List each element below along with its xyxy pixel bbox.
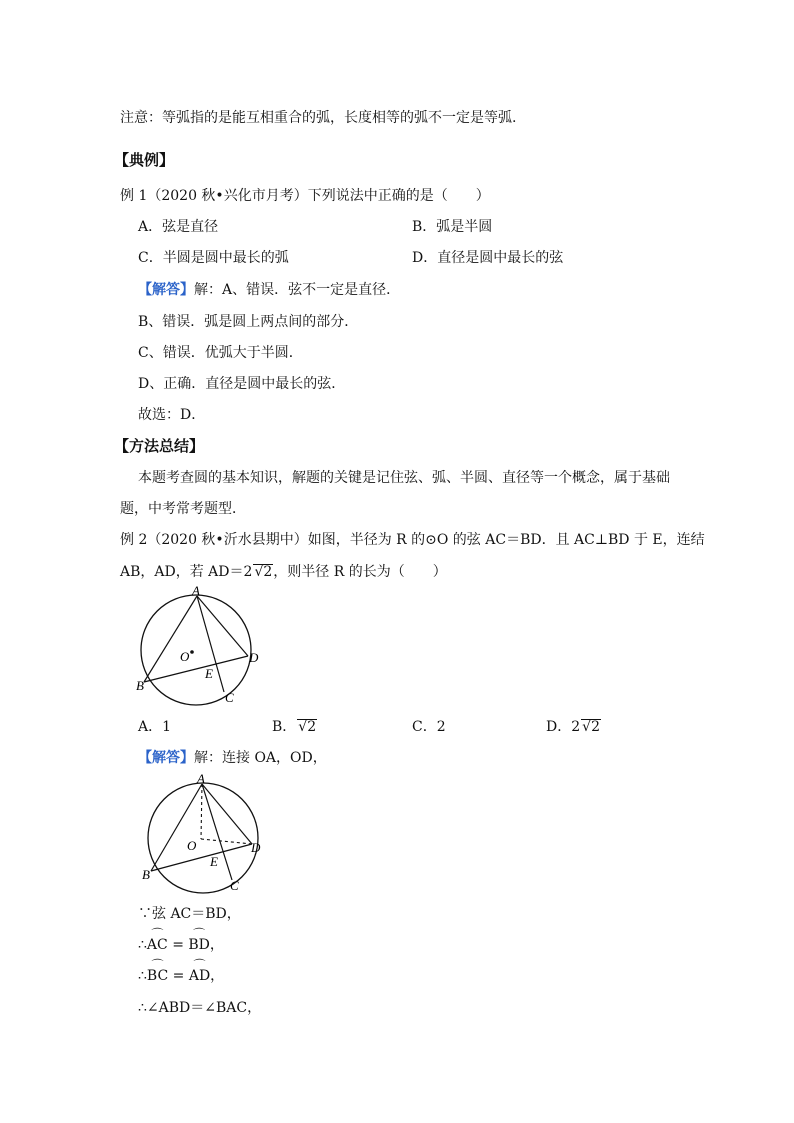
ex2-option-c: C．2 [412,719,446,735]
ex1-answer-line-5: 故选：D． [138,407,206,423]
ex1-option-a: A．弦是直径 [138,219,219,235]
ex1-answer-line-3: C、错误．优弧大于半圆． [138,345,303,361]
heading-method: 【方法总结】 [114,437,205,455]
answer-tag: 【解答】 [138,282,194,298]
answer-tag: 【解答】 [138,750,194,766]
sqrt-value: 2 [263,564,273,580]
stem-text-a: AB，AD，若 AD＝2 [120,564,253,580]
chord-ad [202,784,252,844]
label-b: B [136,678,144,693]
ex2-option-b [272,717,317,737]
arc-ad: ⌒ AD [189,966,210,986]
comma: ， [210,968,225,984]
label-o: O [187,838,197,853]
label-c: C [230,878,239,893]
center-point [190,650,194,654]
chord-ad [197,596,248,656]
label-b: B [142,867,150,882]
ex2-option-d [546,717,601,737]
chord-bd [144,656,248,682]
answer-text: 解：连接 OA，OD， [194,750,327,766]
note-text: 注意：等弧指的是能互相重合的弧，长度相等的弧不一定是等弧. [120,110,517,126]
arc-bc: ⌒ BC [147,966,168,986]
label-d: D [251,840,261,855]
label-e: E [210,854,218,869]
label-e: E [205,666,213,681]
ex1-option-b: B．弧是半圆 [412,219,493,235]
ex2-step-4: ∴∠ABD＝∠BAC， [138,1000,262,1016]
ex2-stem-line-2 [120,562,447,582]
equals-sign: = [167,937,189,953]
therefore-symbol: ∴ [138,937,147,953]
ex1-answer-line-2: B、错误．弧是圆上两点间的部分． [138,314,359,330]
chord-ab [144,596,197,682]
label-o: O [180,649,190,664]
sqrt-value: 2 [591,719,600,735]
ex1-answer-line-4: D、正确．直径是圆中最长的弦． [138,376,346,392]
radius-od [201,839,252,844]
option-b-prefix: B． [272,719,297,735]
label-c: C [225,690,234,705]
method-line-1: 本题考查圆的基本知识，解题的关键是记住弦、弧、半圆、直径等一个概念，属于基础 [138,470,670,486]
ex2-step-2 [138,935,224,955]
ex2-step-3 [138,966,224,986]
option-d-prefix: D．2 [546,719,581,735]
chord-bd [151,844,252,871]
ex2-stem-line-1: 例 2（2020 秋•沂水县期中）如图，半径为 R 的⊙O 的弦 AC＝BD．且 AC⊥BD 于 E，连结 [120,532,705,548]
method-line-2: 题，中考常考题型． [120,501,246,517]
figure-circle-2 [135,772,275,894]
arc-ac: ⌒ AC [147,935,168,955]
ex2-step-1: ∵弦 AC＝BD， [138,906,241,922]
label-a: A [197,772,205,786]
sqrt-value: 2 [307,719,317,735]
answer-text: 解：A、错误．弦不一定是直径． [194,282,401,298]
therefore-symbol: ∴ [138,968,147,984]
ex1-answer-line-1 [138,280,400,300]
sqrt-symbol: √2 [298,719,317,735]
ex1-option-c: C．半圆是圆中最长的弧 [138,250,289,266]
chord-ab [151,784,202,871]
comma: ， [209,937,224,953]
figure-circle-1 [128,584,268,706]
label-a: A [192,584,200,598]
equals-sign: = [168,968,189,984]
label-d: D [249,650,259,665]
ex1-stem: 例 1（2020 秋•兴化市月考）下列说法中正确的是（ ） [120,188,490,204]
circle-o [148,783,258,893]
ex2-option-a: A．1 [138,719,172,735]
circle-o [141,595,251,705]
arc-bd: ⌒ BD [188,935,210,955]
sqrt-symbol: √2 [582,719,600,735]
ex2-answer-line-1 [138,748,327,768]
ex1-option-d: D．直径是圆中最长的弦 [412,250,564,266]
heading-examples: 【典例】 [114,151,175,169]
sqrt-symbol: √2 [254,564,273,580]
radius-oa [201,784,202,839]
stem-text-b: ，则半径 R 的长为（ ） [273,564,447,580]
